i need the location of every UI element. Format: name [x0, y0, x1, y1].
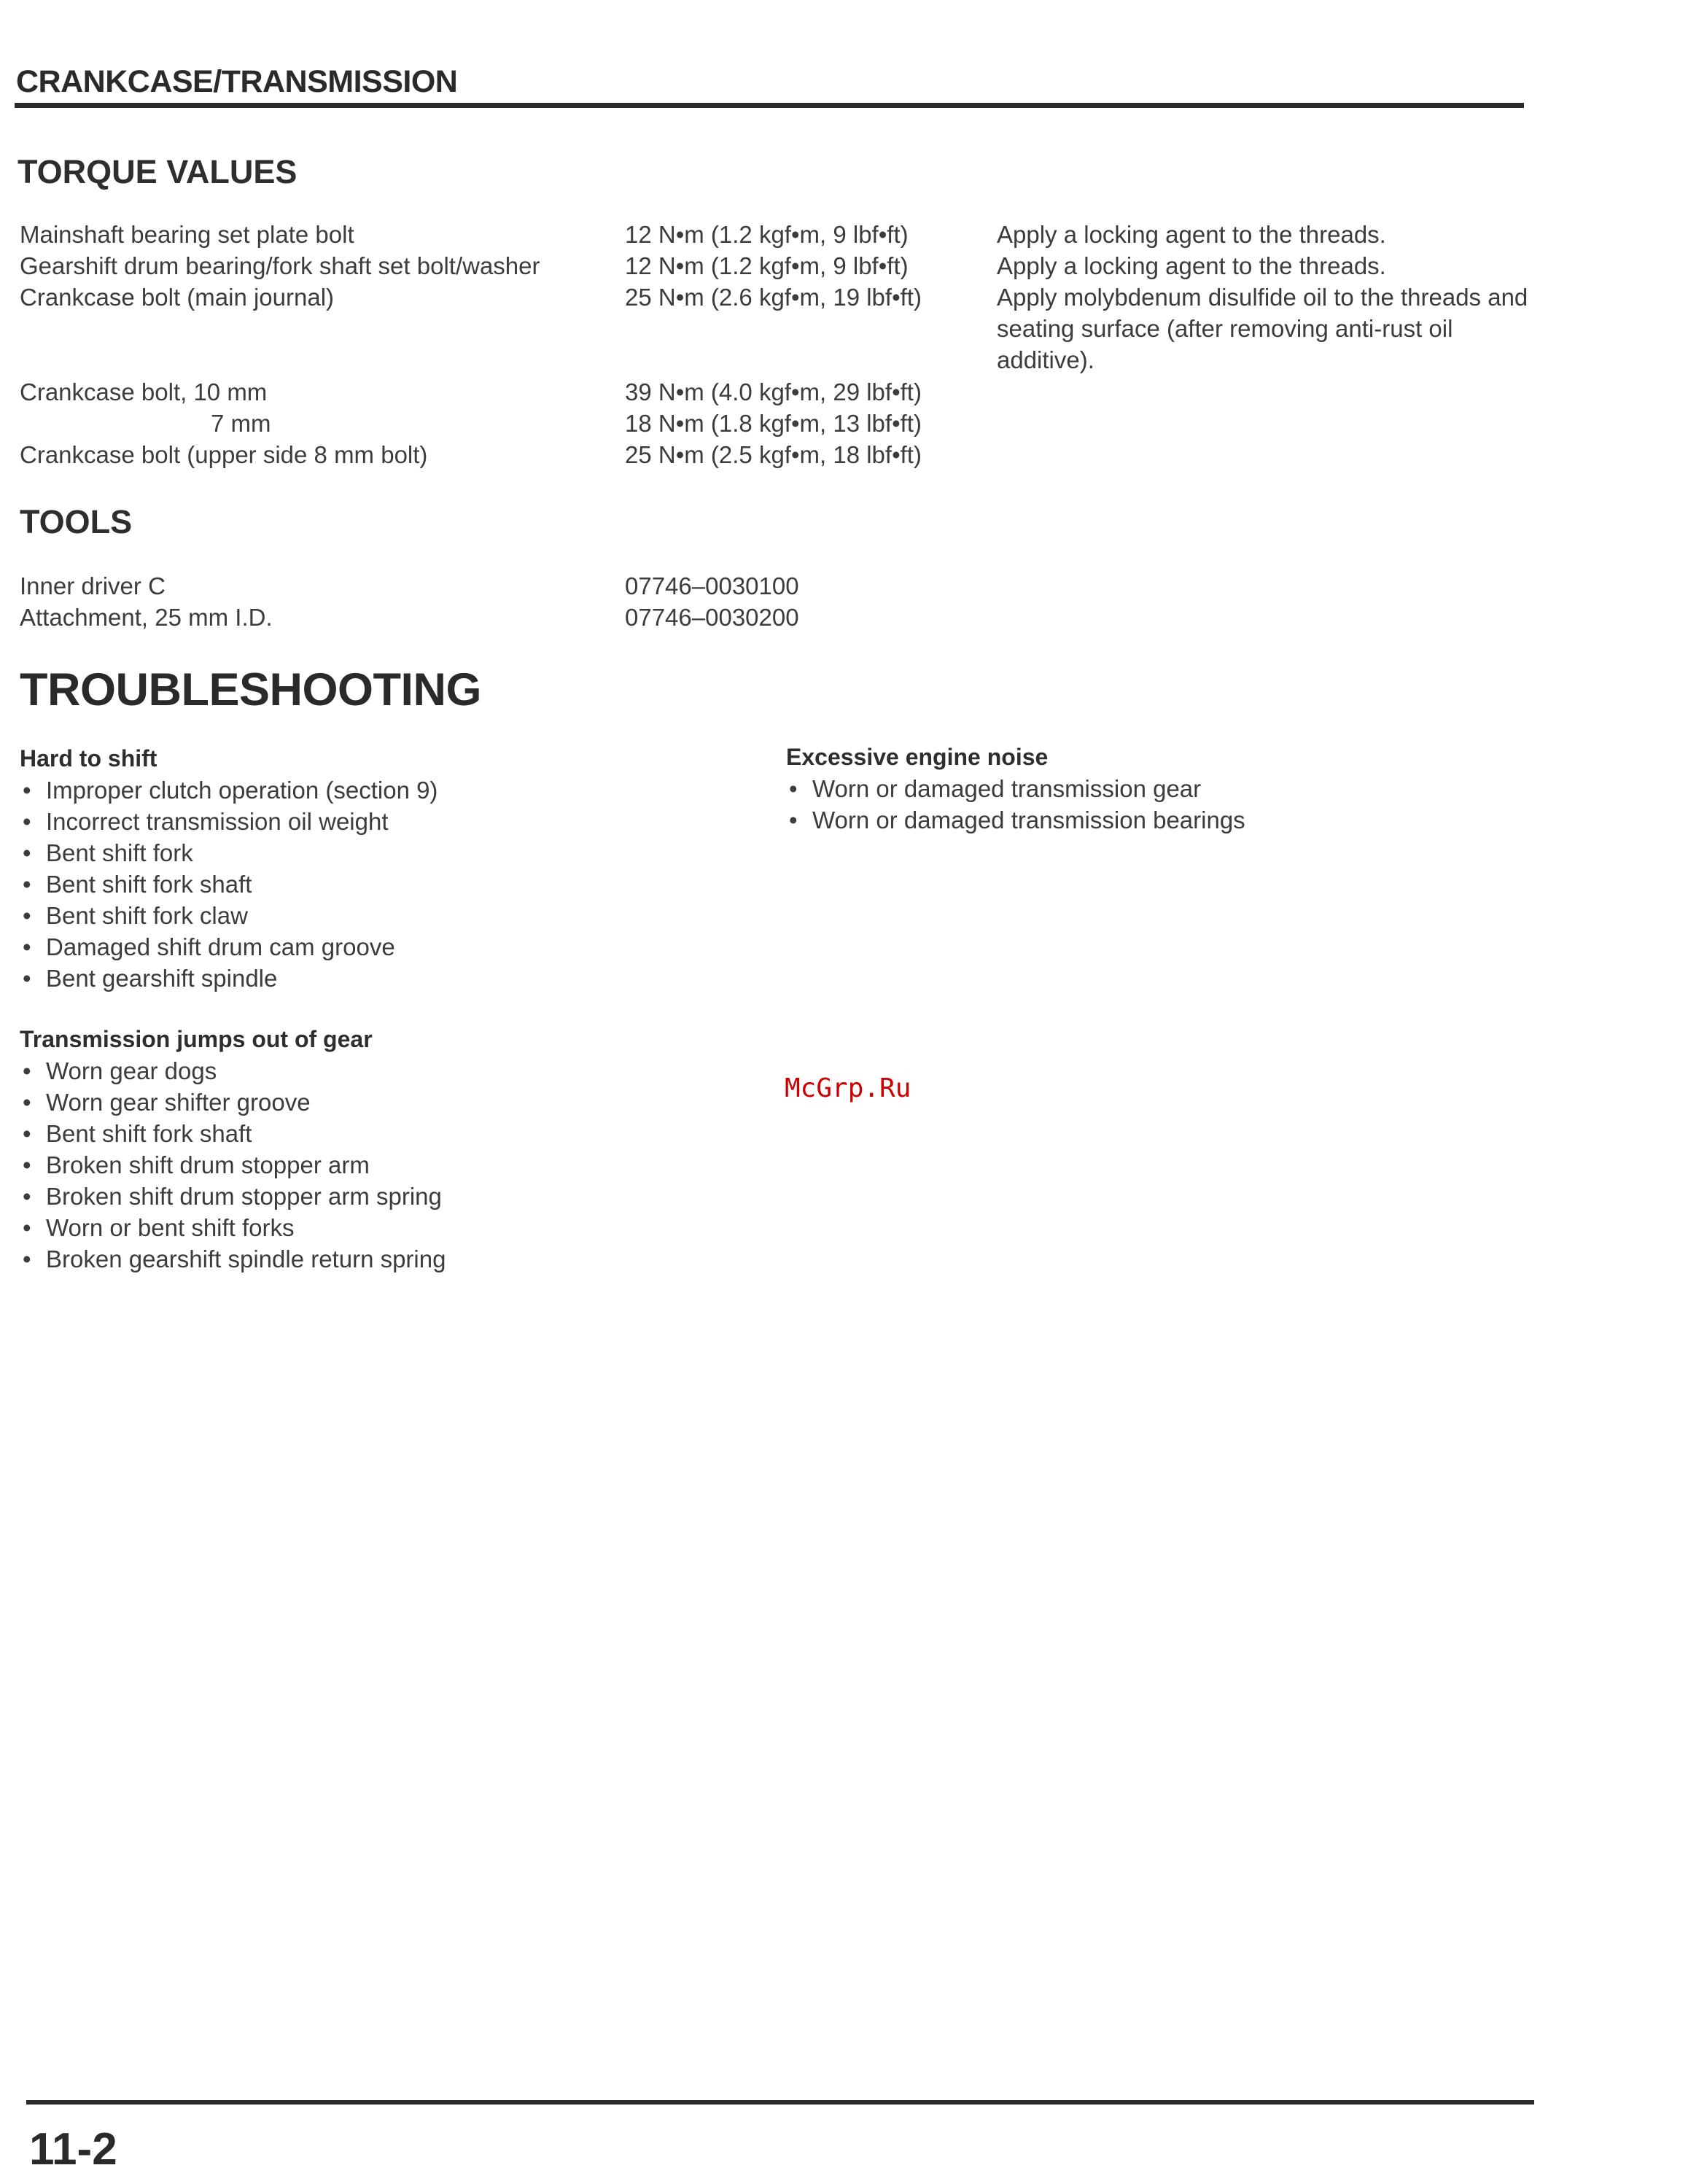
torque-item: Gearshift drum bearing/fork shaft set bolt/washer: [20, 252, 540, 279]
list-item: • Bent shift fork: [20, 837, 438, 868]
tools-heading: TOOLS: [20, 503, 133, 540]
trouble-group-title: Hard to shift: [20, 745, 158, 772]
list-item: • Broken gearshift spindle return spring: [20, 1243, 446, 1275]
list-item: • Worn gear dogs: [20, 1055, 446, 1087]
torque-value: 25 N•m (2.6 kgf•m, 19 lbf•ft): [625, 284, 922, 311]
page-number: 11-2: [29, 2124, 117, 2175]
list-item: • Broken shift drum stopper arm spring: [20, 1181, 446, 1212]
tool-row: [20, 602, 895, 633]
bullet-icon: •: [789, 775, 798, 802]
list-item: • Bent shift fork shaft: [20, 868, 438, 900]
bullet-icon: •: [23, 902, 31, 929]
trouble-group-engine-noise: [786, 742, 1245, 836]
list-item: • Bent shift fork claw: [20, 900, 438, 931]
list-item: • Damaged shift drum cam groove: [20, 931, 438, 963]
torque-row: [20, 219, 1536, 250]
torque-value: 12 N•m (1.2 kgf•m, 9 lbf•ft): [625, 252, 909, 279]
tool-number: 07746–0030200: [625, 604, 799, 631]
torque-value: 25 N•m (2.5 kgf•m, 18 lbf•ft): [625, 441, 922, 468]
torque-note: Apply molybdenum disulfide oil to the threads and seating surface (after removing anti-rust oil additive).: [997, 284, 1528, 373]
troubleshooting-heading: TROUBLESHOOTING: [20, 664, 481, 715]
section-header: CRANKCASE/TRANSMISSION: [16, 64, 458, 99]
trouble-group-title: Transmission jumps out of gear: [20, 1026, 373, 1052]
bullet-icon: •: [23, 1245, 31, 1272]
tool-number: 07746–0030100: [625, 572, 799, 599]
list-item: • Bent gearshift spindle: [20, 963, 438, 994]
tool-row: [20, 570, 895, 602]
torque-value: 39 N•m (4.0 kgf•m, 29 lbf•ft): [625, 378, 922, 405]
bullet-icon: •: [23, 965, 31, 992]
bullet-icon: •: [23, 1120, 31, 1147]
torque-row: [20, 439, 1536, 470]
torque-row: [20, 281, 1536, 376]
tool-name: Attachment, 25 mm I.D.: [20, 604, 273, 631]
torque-row: [20, 250, 1536, 281]
torque-values-heading: TORQUE VALUES: [18, 153, 298, 190]
bullet-icon: •: [23, 1089, 31, 1116]
torque-value: 12 N•m (1.2 kgf•m, 9 lbf•ft): [625, 221, 909, 248]
list-item: • Improper clutch operation (section 9): [20, 774, 438, 806]
watermark: McGrp.Ru: [785, 1073, 911, 1103]
torque-note: Apply a locking agent to the threads.: [997, 221, 1386, 248]
list-item: • Worn or damaged transmission bearings: [786, 804, 1245, 836]
trouble-group-title: Excessive engine noise: [786, 744, 1049, 770]
trouble-group-jumps-out-of-gear: [20, 1024, 446, 1275]
list-item: • Worn gear shifter groove: [20, 1087, 446, 1118]
bullet-icon: •: [23, 839, 31, 866]
bullet-icon: •: [23, 777, 31, 804]
torque-item: 7 mm: [211, 410, 271, 437]
header-rule: [15, 103, 1524, 108]
torque-item: Crankcase bolt, 10 mm: [20, 378, 268, 405]
bullet-icon: •: [23, 1214, 31, 1241]
trouble-group-hard-to-shift: [20, 743, 438, 994]
bullet-icon: •: [23, 933, 31, 960]
bullet-icon: •: [23, 871, 31, 898]
torque-value: 18 N•m (1.8 kgf•m, 13 lbf•ft): [625, 410, 922, 437]
torque-row: [20, 376, 1536, 408]
list-item: • Worn or bent shift forks: [20, 1212, 446, 1243]
torque-row: [20, 408, 1536, 439]
bullet-icon: •: [23, 1151, 31, 1178]
torque-note: Apply a locking agent to the threads.: [997, 252, 1386, 279]
bullet-icon: •: [23, 1183, 31, 1210]
footer-rule: [26, 2100, 1534, 2105]
list-item: • Bent shift fork shaft: [20, 1118, 446, 1149]
list-item: • Worn or damaged transmission gear: [786, 773, 1245, 804]
torque-item: Mainshaft bearing set plate bolt: [20, 221, 354, 248]
list-item: • Incorrect transmission oil weight: [20, 806, 438, 837]
bullet-icon: •: [23, 808, 31, 835]
torque-item: Crankcase bolt (upper side 8 mm bolt): [20, 441, 428, 468]
list-item: • Broken shift drum stopper arm: [20, 1149, 446, 1181]
bullet-icon: •: [23, 1057, 31, 1084]
bullet-icon: •: [789, 807, 798, 833]
torque-item: Crankcase bolt (main journal): [20, 284, 335, 311]
tool-name: Inner driver C: [20, 572, 166, 599]
